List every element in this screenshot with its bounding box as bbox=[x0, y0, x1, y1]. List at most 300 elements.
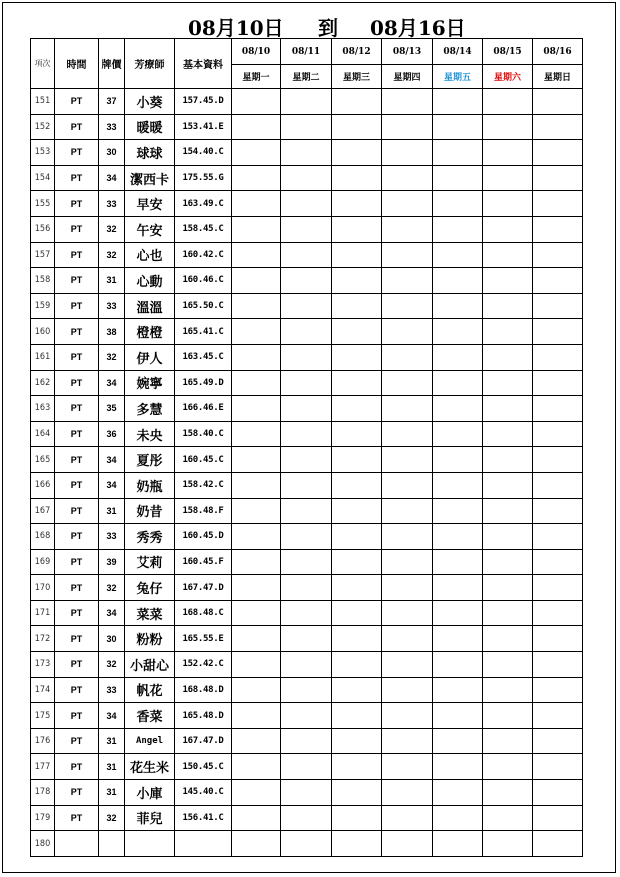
schedule-cell[interactable] bbox=[433, 396, 483, 422]
schedule-cell[interactable] bbox=[332, 191, 382, 217]
table-row bbox=[31, 89, 583, 115]
schedule-cell[interactable] bbox=[483, 447, 533, 473]
schedule-cell[interactable] bbox=[433, 472, 483, 498]
schedule-cell[interactable] bbox=[533, 652, 583, 678]
row-index: 171 bbox=[31, 600, 55, 626]
schedule-cell[interactable] bbox=[281, 191, 332, 217]
schedule-cell[interactable] bbox=[332, 703, 382, 729]
schedule-cell[interactable] bbox=[483, 754, 533, 780]
row-price: 30 bbox=[99, 140, 125, 166]
row-index: 174 bbox=[31, 677, 55, 703]
row-price: 32 bbox=[99, 575, 125, 601]
table-row bbox=[31, 421, 583, 447]
schedule-cell[interactable] bbox=[332, 524, 382, 550]
schedule-cell[interactable] bbox=[533, 831, 583, 857]
row-time: PT bbox=[55, 421, 99, 447]
table-row bbox=[31, 549, 583, 575]
header-date: 08/11 bbox=[281, 39, 332, 65]
schedule-cell[interactable] bbox=[281, 89, 332, 115]
schedule-cell[interactable] bbox=[232, 728, 281, 754]
schedule-cell[interactable] bbox=[332, 600, 382, 626]
schedule-cell[interactable] bbox=[433, 780, 483, 806]
schedule-cell[interactable] bbox=[382, 191, 433, 217]
schedule-cell[interactable] bbox=[281, 549, 332, 575]
schedule-cell[interactable] bbox=[483, 677, 533, 703]
schedule-cell[interactable] bbox=[533, 216, 583, 242]
schedule-cell[interactable] bbox=[433, 165, 483, 191]
schedule-cell[interactable] bbox=[232, 165, 281, 191]
table-row bbox=[31, 600, 583, 626]
schedule-cell[interactable] bbox=[382, 370, 433, 396]
schedule-cell[interactable] bbox=[332, 780, 382, 806]
schedule-cell[interactable] bbox=[533, 549, 583, 575]
schedule-cell[interactable] bbox=[533, 396, 583, 422]
row-therapist-name: 小庫 bbox=[125, 780, 175, 806]
table-row bbox=[31, 293, 583, 319]
row-price: 34 bbox=[99, 447, 125, 473]
schedule-cell[interactable] bbox=[483, 472, 533, 498]
schedule-cell[interactable] bbox=[332, 498, 382, 524]
schedule-cell[interactable] bbox=[483, 293, 533, 319]
schedule-cell[interactable] bbox=[433, 549, 483, 575]
schedule-cell[interactable] bbox=[533, 191, 583, 217]
schedule-cell[interactable] bbox=[483, 216, 533, 242]
schedule-cell[interactable] bbox=[382, 831, 433, 857]
schedule-cell[interactable] bbox=[483, 268, 533, 294]
schedule-cell[interactable] bbox=[483, 344, 533, 370]
schedule-cell[interactable] bbox=[483, 626, 533, 652]
schedule-cell[interactable] bbox=[382, 626, 433, 652]
schedule-cell[interactable] bbox=[281, 831, 332, 857]
schedule-cell[interactable] bbox=[332, 549, 382, 575]
row-price: 33 bbox=[99, 191, 125, 217]
schedule-cell[interactable] bbox=[281, 728, 332, 754]
schedule-cell[interactable] bbox=[332, 677, 382, 703]
schedule-cell[interactable] bbox=[533, 677, 583, 703]
row-therapist-name: 小葵 bbox=[125, 89, 175, 115]
schedule-cell[interactable] bbox=[232, 754, 281, 780]
schedule-cell[interactable] bbox=[332, 165, 382, 191]
row-index: 164 bbox=[31, 421, 55, 447]
schedule-cell[interactable] bbox=[232, 703, 281, 729]
schedule-cell[interactable] bbox=[232, 498, 281, 524]
row-basic-info: 165.49.D bbox=[175, 370, 232, 396]
row-price: 33 bbox=[99, 524, 125, 550]
row-price: 31 bbox=[99, 780, 125, 806]
schedule-cell[interactable] bbox=[232, 396, 281, 422]
schedule-cell[interactable] bbox=[433, 319, 483, 345]
schedule-cell[interactable] bbox=[433, 524, 483, 550]
schedule-cell[interactable] bbox=[232, 370, 281, 396]
schedule-cell[interactable] bbox=[232, 805, 281, 831]
row-price: 34 bbox=[99, 370, 125, 396]
schedule-cell[interactable] bbox=[232, 421, 281, 447]
row-index: 170 bbox=[31, 575, 55, 601]
row-basic-info: 158.40.C bbox=[175, 421, 232, 447]
row-basic-info: 150.45.C bbox=[175, 754, 232, 780]
schedule-cell[interactable] bbox=[533, 498, 583, 524]
table-row bbox=[31, 191, 583, 217]
schedule-cell[interactable] bbox=[533, 703, 583, 729]
row-time: PT bbox=[55, 498, 99, 524]
row-basic-info bbox=[175, 831, 232, 857]
schedule-cell[interactable] bbox=[281, 370, 332, 396]
schedule-cell[interactable] bbox=[433, 754, 483, 780]
schedule-cell[interactable] bbox=[533, 293, 583, 319]
schedule-cell[interactable] bbox=[332, 805, 382, 831]
schedule-cell[interactable] bbox=[281, 165, 332, 191]
header-weekday: 星期四 bbox=[382, 65, 433, 89]
title-start-date: 08月10日 bbox=[188, 16, 284, 40]
schedule-cell[interactable] bbox=[483, 575, 533, 601]
schedule-cell[interactable] bbox=[433, 293, 483, 319]
row-index: 159 bbox=[31, 293, 55, 319]
schedule-cell[interactable] bbox=[433, 626, 483, 652]
schedule-cell[interactable] bbox=[433, 703, 483, 729]
schedule-cell[interactable] bbox=[281, 421, 332, 447]
schedule-cell[interactable] bbox=[533, 114, 583, 140]
schedule-cell[interactable] bbox=[433, 370, 483, 396]
schedule-cell[interactable] bbox=[483, 652, 533, 678]
schedule-cell[interactable] bbox=[433, 421, 483, 447]
schedule-cell[interactable] bbox=[232, 293, 281, 319]
schedule-cell[interactable] bbox=[232, 140, 281, 166]
schedule-cell[interactable] bbox=[232, 242, 281, 268]
table-row bbox=[31, 472, 583, 498]
row-time: PT bbox=[55, 575, 99, 601]
schedule-cell[interactable] bbox=[433, 831, 483, 857]
schedule-cell[interactable] bbox=[332, 728, 382, 754]
row-index: 156 bbox=[31, 216, 55, 242]
schedule-cell[interactable] bbox=[433, 344, 483, 370]
row-index: 160 bbox=[31, 319, 55, 345]
schedule-cell[interactable] bbox=[281, 754, 332, 780]
row-basic-info: 165.50.C bbox=[175, 293, 232, 319]
schedule-cell[interactable] bbox=[433, 89, 483, 115]
schedule-cell[interactable] bbox=[433, 575, 483, 601]
schedule-cell[interactable] bbox=[483, 498, 533, 524]
schedule-cell[interactable] bbox=[332, 396, 382, 422]
schedule-cell[interactable] bbox=[382, 652, 433, 678]
row-basic-info: 160.45.F bbox=[175, 549, 232, 575]
table-row bbox=[31, 754, 583, 780]
row-basic-info: 165.41.C bbox=[175, 319, 232, 345]
schedule-cell[interactable] bbox=[433, 677, 483, 703]
schedule-cell[interactable] bbox=[281, 472, 332, 498]
schedule-cell[interactable] bbox=[533, 575, 583, 601]
schedule-cell[interactable] bbox=[232, 626, 281, 652]
schedule-cell[interactable] bbox=[281, 524, 332, 550]
row-therapist-name: 菜菜 bbox=[125, 600, 175, 626]
row-time: PT bbox=[55, 319, 99, 345]
schedule-cell[interactable] bbox=[533, 242, 583, 268]
schedule-cell[interactable] bbox=[382, 447, 433, 473]
schedule-cell[interactable] bbox=[332, 652, 382, 678]
schedule-cell[interactable] bbox=[281, 447, 332, 473]
row-price: 32 bbox=[99, 216, 125, 242]
schedule-cell[interactable] bbox=[332, 216, 382, 242]
schedule-cell[interactable] bbox=[533, 728, 583, 754]
schedule-cell[interactable] bbox=[332, 472, 382, 498]
row-therapist-name: 秀秀 bbox=[125, 524, 175, 550]
schedule-cell[interactable] bbox=[483, 728, 533, 754]
header-weekday-saturday: 星期六 bbox=[483, 65, 533, 89]
schedule-cell[interactable] bbox=[382, 165, 433, 191]
schedule-cell[interactable] bbox=[382, 89, 433, 115]
schedule-cell[interactable] bbox=[232, 114, 281, 140]
schedule-cell[interactable] bbox=[232, 447, 281, 473]
row-basic-info: 163.49.C bbox=[175, 191, 232, 217]
schedule-cell[interactable] bbox=[483, 319, 533, 345]
schedule-cell[interactable] bbox=[533, 805, 583, 831]
row-index: 166 bbox=[31, 472, 55, 498]
schedule-cell[interactable] bbox=[281, 575, 332, 601]
schedule-cell[interactable] bbox=[332, 293, 382, 319]
schedule-cell[interactable] bbox=[433, 600, 483, 626]
schedule-cell[interactable] bbox=[332, 268, 382, 294]
schedule-cell[interactable] bbox=[533, 600, 583, 626]
table-row bbox=[31, 114, 583, 140]
schedule-cell[interactable] bbox=[382, 703, 433, 729]
row-index: 158 bbox=[31, 268, 55, 294]
schedule-cell[interactable] bbox=[533, 524, 583, 550]
schedule-cell[interactable] bbox=[281, 805, 332, 831]
schedule-cell[interactable] bbox=[533, 344, 583, 370]
schedule-cell[interactable] bbox=[232, 575, 281, 601]
header-date: 08/15 bbox=[483, 39, 533, 65]
schedule-cell[interactable] bbox=[382, 319, 433, 345]
schedule-cell[interactable] bbox=[281, 396, 332, 422]
schedule-cell[interactable] bbox=[382, 114, 433, 140]
row-price: 35 bbox=[99, 396, 125, 422]
schedule-cell[interactable] bbox=[332, 575, 382, 601]
schedule-cell[interactable] bbox=[382, 216, 433, 242]
row-index: 155 bbox=[31, 191, 55, 217]
schedule-cell[interactable] bbox=[483, 600, 533, 626]
schedule-cell[interactable] bbox=[332, 114, 382, 140]
schedule-cell[interactable] bbox=[483, 89, 533, 115]
schedule-cell[interactable] bbox=[433, 216, 483, 242]
schedule-cell[interactable] bbox=[232, 549, 281, 575]
row-price bbox=[99, 831, 125, 857]
schedule-cell[interactable] bbox=[382, 549, 433, 575]
schedule-cell[interactable] bbox=[332, 344, 382, 370]
schedule-cell[interactable] bbox=[281, 626, 332, 652]
row-index: 172 bbox=[31, 626, 55, 652]
row-price: 39 bbox=[99, 549, 125, 575]
schedule-cell[interactable] bbox=[382, 268, 433, 294]
row-index: 177 bbox=[31, 754, 55, 780]
schedule-cell[interactable] bbox=[382, 728, 433, 754]
schedule-cell[interactable] bbox=[281, 703, 332, 729]
row-index: 167 bbox=[31, 498, 55, 524]
row-time: PT bbox=[55, 728, 99, 754]
row-price: 34 bbox=[99, 165, 125, 191]
schedule-cell[interactable] bbox=[533, 626, 583, 652]
row-price: 34 bbox=[99, 600, 125, 626]
row-price: 34 bbox=[99, 703, 125, 729]
schedule-cell[interactable] bbox=[281, 677, 332, 703]
schedule-cell[interactable] bbox=[433, 191, 483, 217]
schedule-cell[interactable] bbox=[382, 396, 433, 422]
schedule-cell[interactable] bbox=[433, 728, 483, 754]
row-price: 32 bbox=[99, 805, 125, 831]
row-price: 31 bbox=[99, 754, 125, 780]
row-basic-info: 153.41.E bbox=[175, 114, 232, 140]
schedule-cell[interactable] bbox=[433, 447, 483, 473]
row-therapist-name: 花生米 bbox=[125, 754, 175, 780]
schedule-cell[interactable] bbox=[232, 89, 281, 115]
row-therapist-name: 夏彤 bbox=[125, 447, 175, 473]
schedule-cell[interactable] bbox=[382, 421, 433, 447]
schedule-cell[interactable] bbox=[332, 754, 382, 780]
schedule-cell[interactable] bbox=[483, 396, 533, 422]
header-weekday: 星期一 bbox=[232, 65, 281, 89]
schedule-cell[interactable] bbox=[433, 652, 483, 678]
row-index: 152 bbox=[31, 114, 55, 140]
row-basic-info: 168.48.D bbox=[175, 677, 232, 703]
row-time: PT bbox=[55, 165, 99, 191]
header-date: 08/16 bbox=[533, 39, 583, 65]
schedule-cell[interactable] bbox=[533, 754, 583, 780]
schedule-cell[interactable] bbox=[533, 268, 583, 294]
row-therapist-name: 心動 bbox=[125, 268, 175, 294]
schedule-cell[interactable] bbox=[281, 268, 332, 294]
schedule-cell[interactable] bbox=[281, 114, 332, 140]
schedule-cell[interactable] bbox=[483, 524, 533, 550]
schedule-cell[interactable] bbox=[433, 140, 483, 166]
schedule-cell[interactable] bbox=[382, 575, 433, 601]
schedule-cell[interactable] bbox=[483, 165, 533, 191]
schedule-cell[interactable] bbox=[483, 114, 533, 140]
row-time: PT bbox=[55, 652, 99, 678]
schedule-cell[interactable] bbox=[382, 472, 433, 498]
schedule-cell[interactable] bbox=[433, 242, 483, 268]
schedule-cell[interactable] bbox=[332, 831, 382, 857]
header-date: 08/14 bbox=[433, 39, 483, 65]
schedule-cell[interactable] bbox=[382, 344, 433, 370]
schedule-cell[interactable] bbox=[483, 703, 533, 729]
schedule-cell[interactable] bbox=[382, 242, 433, 268]
row-price: 36 bbox=[99, 421, 125, 447]
table-row bbox=[31, 140, 583, 166]
schedule-cell[interactable] bbox=[332, 140, 382, 166]
schedule-cell[interactable] bbox=[483, 140, 533, 166]
schedule-cell[interactable] bbox=[232, 344, 281, 370]
header-weekday: 星期三 bbox=[332, 65, 382, 89]
schedule-cell[interactable] bbox=[232, 216, 281, 242]
row-therapist-name: 暖暖 bbox=[125, 114, 175, 140]
schedule-cell[interactable] bbox=[533, 140, 583, 166]
schedule-cell[interactable] bbox=[232, 600, 281, 626]
row-basic-info: 163.45.C bbox=[175, 344, 232, 370]
schedule-cell[interactable] bbox=[332, 626, 382, 652]
schedule-cell[interactable] bbox=[382, 677, 433, 703]
schedule-cell[interactable] bbox=[332, 319, 382, 345]
schedule-cell[interactable] bbox=[382, 754, 433, 780]
schedule-cell[interactable] bbox=[483, 191, 533, 217]
schedule-cell[interactable] bbox=[281, 498, 332, 524]
schedule-cell[interactable] bbox=[433, 498, 483, 524]
schedule-cell[interactable] bbox=[232, 319, 281, 345]
schedule-cell[interactable] bbox=[382, 780, 433, 806]
schedule-cell[interactable] bbox=[281, 652, 332, 678]
schedule-cell[interactable] bbox=[232, 780, 281, 806]
row-therapist-name: 小甜心 bbox=[125, 652, 175, 678]
row-index: 163 bbox=[31, 396, 55, 422]
schedule-cell[interactable] bbox=[433, 268, 483, 294]
schedule-cell[interactable] bbox=[281, 344, 332, 370]
row-basic-info: 167.47.D bbox=[175, 728, 232, 754]
schedule-cell[interactable] bbox=[483, 831, 533, 857]
schedule-cell[interactable] bbox=[232, 524, 281, 550]
schedule-cell[interactable] bbox=[232, 677, 281, 703]
schedule-cell[interactable] bbox=[433, 805, 483, 831]
row-time: PT bbox=[55, 677, 99, 703]
schedule-cell[interactable] bbox=[483, 549, 533, 575]
schedule-cell[interactable] bbox=[533, 472, 583, 498]
schedule-cell[interactable] bbox=[433, 114, 483, 140]
schedule-cell[interactable] bbox=[382, 524, 433, 550]
schedule-cell[interactable] bbox=[332, 421, 382, 447]
row-index: 175 bbox=[31, 703, 55, 729]
row-therapist-name: 婉寧 bbox=[125, 370, 175, 396]
schedule-cell[interactable] bbox=[483, 780, 533, 806]
schedule-cell[interactable] bbox=[382, 805, 433, 831]
row-price: 32 bbox=[99, 652, 125, 678]
schedule-cell[interactable] bbox=[332, 89, 382, 115]
schedule-cell[interactable] bbox=[533, 780, 583, 806]
schedule-cell[interactable] bbox=[533, 370, 583, 396]
schedule-cell[interactable] bbox=[483, 242, 533, 268]
schedule-cell[interactable] bbox=[382, 293, 433, 319]
schedule-cell[interactable] bbox=[533, 319, 583, 345]
schedule-cell[interactable] bbox=[281, 600, 332, 626]
row-therapist-name: 球球 bbox=[125, 140, 175, 166]
schedule-cell[interactable] bbox=[332, 447, 382, 473]
schedule-cell[interactable] bbox=[281, 216, 332, 242]
schedule-cell[interactable] bbox=[281, 242, 332, 268]
row-time: PT bbox=[55, 293, 99, 319]
row-index: 178 bbox=[31, 780, 55, 806]
schedule-cell[interactable] bbox=[483, 421, 533, 447]
schedule-cell[interactable] bbox=[232, 831, 281, 857]
row-basic-info: 158.45.C bbox=[175, 216, 232, 242]
schedule-cell[interactable] bbox=[281, 319, 332, 345]
schedule-cell[interactable] bbox=[533, 421, 583, 447]
row-time: PT bbox=[55, 600, 99, 626]
schedule-cell[interactable] bbox=[332, 370, 382, 396]
schedule-cell[interactable] bbox=[332, 242, 382, 268]
schedule-cell[interactable] bbox=[533, 447, 583, 473]
schedule-cell[interactable] bbox=[533, 165, 583, 191]
schedule-cell[interactable] bbox=[232, 268, 281, 294]
row-index: 161 bbox=[31, 344, 55, 370]
schedule-cell[interactable] bbox=[483, 805, 533, 831]
schedule-cell[interactable] bbox=[483, 370, 533, 396]
schedule-cell[interactable] bbox=[281, 780, 332, 806]
schedule-cell[interactable] bbox=[382, 498, 433, 524]
schedule-cell[interactable] bbox=[232, 472, 281, 498]
schedule-cell[interactable] bbox=[281, 293, 332, 319]
schedule-cell[interactable] bbox=[533, 89, 583, 115]
schedule-cell[interactable] bbox=[382, 140, 433, 166]
schedule-cell[interactable] bbox=[382, 600, 433, 626]
schedule-cell[interactable] bbox=[232, 652, 281, 678]
schedule-cell[interactable] bbox=[281, 140, 332, 166]
schedule-cell[interactable] bbox=[232, 191, 281, 217]
table-row bbox=[31, 242, 583, 268]
